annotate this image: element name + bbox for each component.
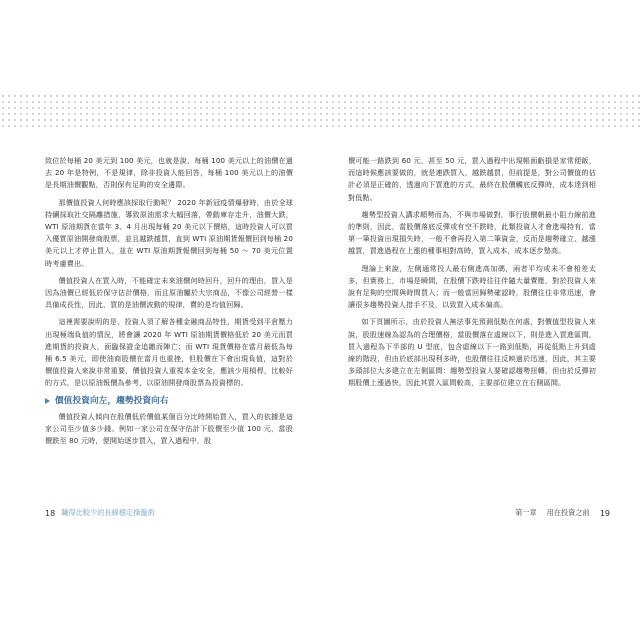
right-page-body xyxy=(348,155,596,395)
paragraph: 價值投資人在買入時，不能確定未來油價何時回升，回升的理由，買入是因為油價已經低於保守估計價格，而且原油屬於大宗商品，不像公司經營一樣具備成長性，因此，買的是油價波動的規律，賣的是均值回歸。 xyxy=(45,275,293,310)
paragraph: 致位於每桶 20 美元到 100 美元，也就是說，每桶 100 美元以上的油價在過去 20 年是特例，不是規律，除非投資人能回答，每桶 100 美元以上的油價是長期油價觀點，否則保有足夠的安全邊際。 xyxy=(45,156,293,190)
paragraph: 價可能一路跌到 60 元，甚至 50 元，買入過程中出現帳面虧損是家常便飯，而這時候應該要做的，就是連跌買入，越跌越買，但前提是，對公司價值的估計必須是正確的，透過向下買進的方式，最終在股價觸底反彈時，成本達到相對低點。 xyxy=(348,156,596,202)
paragraph: 趨勢型投資人講求順勢而為，不與市場做對，事行股價朝最小阻力線前進的準則，因此，當股價落底反彈或有空不跌時，此類投資人才會進場持有，當第一筆投資出現損失時，一般不會再投入第二筆資金，反而是趨勢確立、越漲越買，買進過程在上漲的種事相對高時，買入成本，成本逐步墊高。 xyxy=(348,209,596,256)
chapter-title: 用在投資之前 xyxy=(546,508,590,517)
running-title: 賺得比較少的長線穩定操盤術 xyxy=(61,508,155,517)
triangle-bullet-icon xyxy=(45,398,50,404)
paragraph: 如下頁圖所示，由於投資人無法事先預測低點在何處，對價值型投資人來說，股股速線為認為的合理價格，當股價落在虛線以下，則是進入買進區間，買入過程為下半部的 U 型底，包含虛線以下一路到低點，再從低點上升到虛線的階段，但由於底部出現利多時，也股價往往反映過於迅速，因此，其主要多頭部位大多建立在左側區間：趨勢型投資人要確認趨勢扭轉，但由於反彈初期股價上漲過快，因此其買入區間較高，主要部位建立在右側區間。 xyxy=(348,317,596,388)
header-dot-pattern xyxy=(0,93,640,129)
chapter-label: 第一章 xyxy=(515,508,537,517)
page-number: 19 xyxy=(599,508,610,518)
paragraph: 這裡需要說明的是，投資人須了解各種金融商品特性，期貨受到平倉壓力出現極端負值的情況，將會讓 2020 年 WTI 原油期貨價格低於 20 美元而買進期貨的投資人，面臨保證金追繳而陣亡；而 WTI 現貨價格在當月最低為每桶 6.5 美元，即使油商股價在當月也重挫，但股價在下會出現負值，這對於價值投資人來說非常重要，價值投資人重視本金安全，應該少用槓桿，比較好的方式，是以原油報價為參考，以原油開發商股票為投資標的。 xyxy=(45,317,293,388)
right-page-footer xyxy=(515,508,610,518)
section-heading-text: 價值投資向左，趨勢投資向右 xyxy=(55,395,169,406)
paragraph: 那價值投資人何時應該採取行動呢？ 2020 年新冠疫情爆發時，由於全球持續採取社交隔離措施，導致原油需求大幅回落，帶動庫存走升，油價大跌，WTI 原油期貨在當年 3、4 月出現每桶 20 美元以下價格，這時投資人可以買入優質原油開發商股票，並且越跌越買，直到 WTI 原油期貨報價回到每桶 20 美元以上才停止買入，並在 WTI 原油期貨報價回到每桶 50 ～ 70 美元位置時考慮賣出。 xyxy=(45,197,293,268)
left-page-body xyxy=(45,155,293,452)
paragraph: 理論上來說，左側通常投人最右側進高加碼，兩者平均或未不會相差太多，但實務上，市場是瞬間，在股價下跌時往往伴隨大量賣壓，對於投資人來說有足夠的空間與時間買入；而一般當回歸勢確認時，股價往往非常迅速，會讓很多趨勢投資人措手不及，以致買入成本偏高。 xyxy=(348,263,596,310)
section-heading xyxy=(45,395,293,407)
page-number: 18 xyxy=(45,508,56,518)
left-page-footer xyxy=(45,508,155,518)
paragraph: 價值投資人傾向在股價低於價值某個百分比時開始買入，買入的依據是這家公司至少值多少錢。例如一家公司在保守估計下股價至少值 100 元，當股價跌至 80 元時，便開始逐步買入，買入過程中，股 xyxy=(45,411,293,446)
